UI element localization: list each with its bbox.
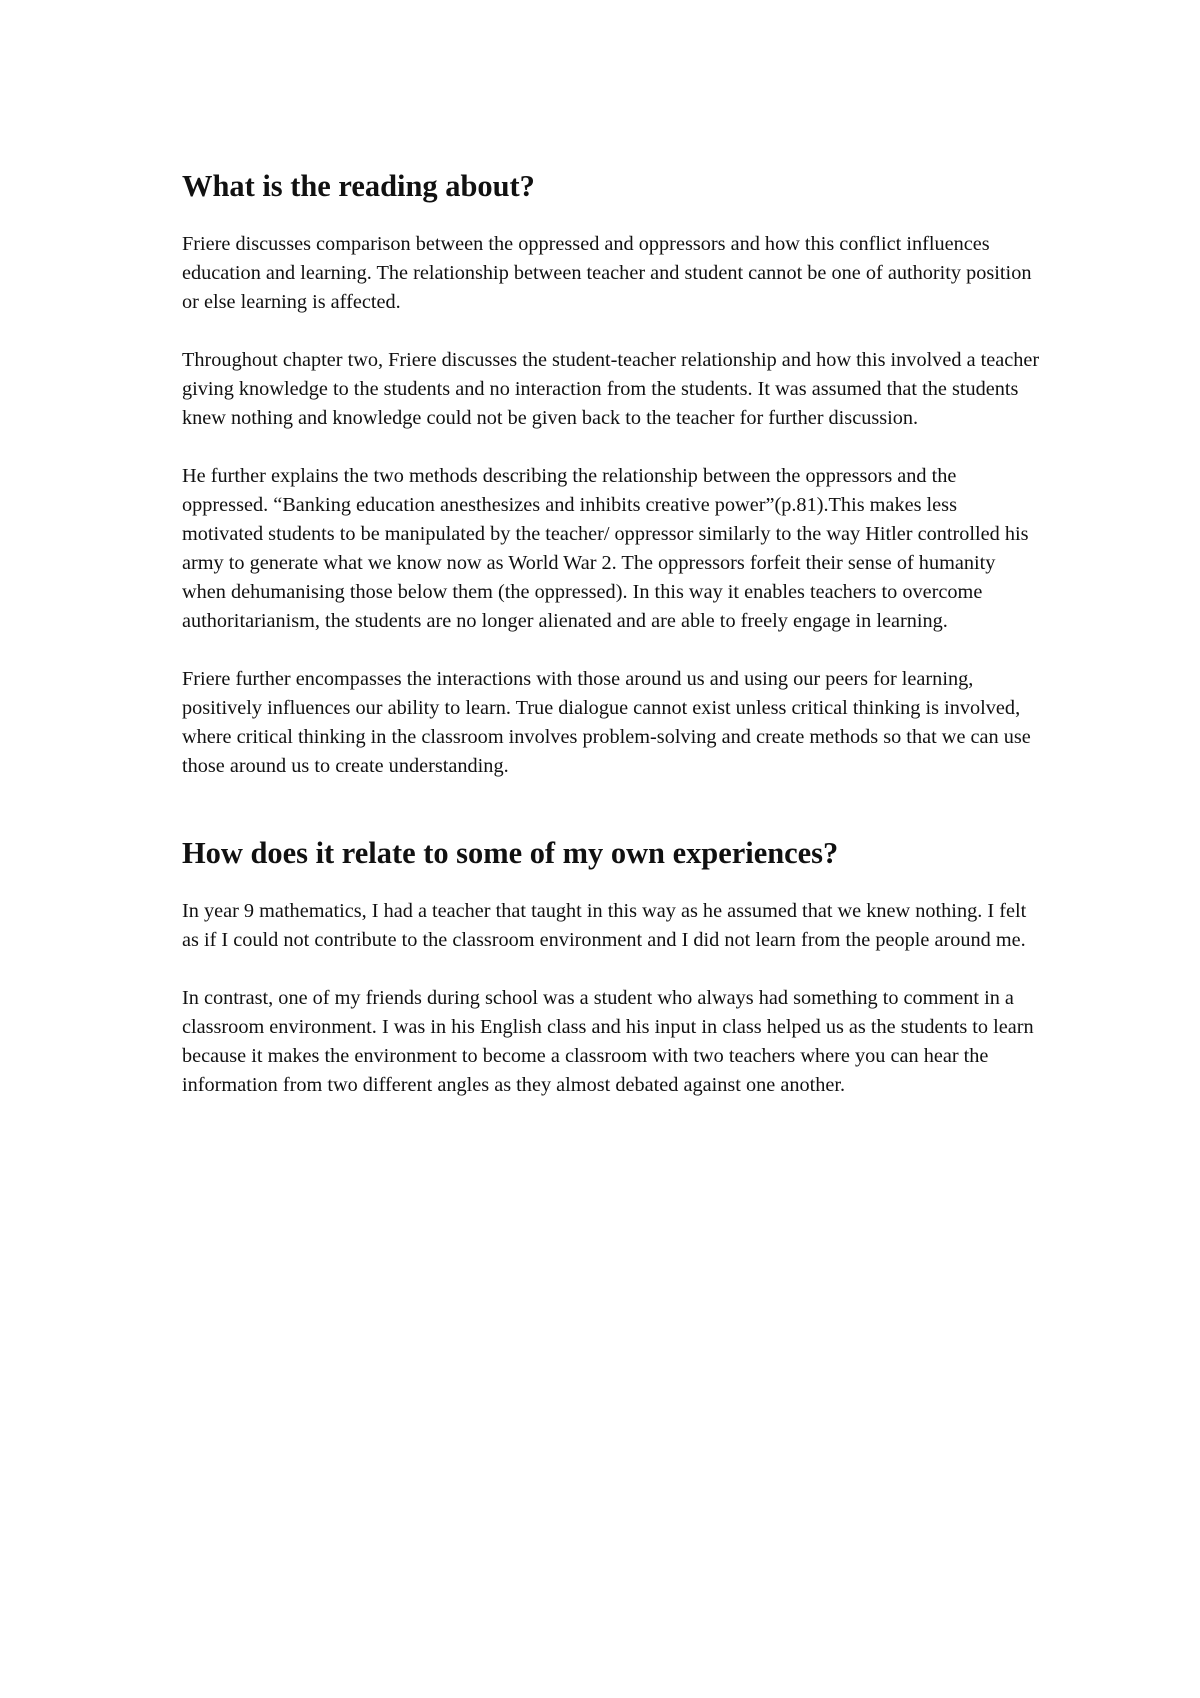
paragraph: Friere further encompasses the interactions with those around us and using our peers for learning, positively influences our ability to learn. True dialogue cannot exist unless critical thinking is involved, where critical thinking in the classroom involves problem-solving and create methods so that we can use those around us to create understanding. bbox=[182, 668, 1031, 777]
section-heading-own-experiences: How does it relate to some of my own experiences? bbox=[182, 836, 839, 870]
paragraph: Throughout chapter two, Friere discusses the student-teacher relationship and how this involved a teacher giving knowledge to the students and no interaction from the students. It was assumed that the students knew nothing and knowledge could not be given back to the teacher for further discussion. bbox=[182, 349, 1040, 429]
paragraph: In year 9 mathematics, I had a teacher that taught in this way as he assumed that we knew nothing. I felt as if I could not contribute to the classroom environment and I did not learn from the people around me. bbox=[182, 900, 1027, 951]
paragraph: In contrast, one of my friends during school was a student who always had something to comment in a classroom environment. I was in his English class and his input in class helped us as the students to learn because it makes the environment to become a classroom with two teachers where you can hear the information from two different angles as they almost debated against one another. bbox=[182, 987, 1034, 1096]
paragraph: He further explains the two methods describing the relationship between the oppressors and the oppressed. “Banking education anesthesizes and inhibits creative power”(p.81).This makes less motivated students to be manipulated by the teacher/ oppressor similarly to the way Hitler controlled his army to generate what we know now as World War 2. The oppressors forfeit their sense of humanity when dehumanising those below them (the oppressed). In this way it enables teachers to overcome authoritarianism, the students are no longer alienated and are able to freely engage in learning. bbox=[182, 465, 1029, 632]
document-body bbox=[182, 169, 1042, 1129]
section-heading-reading-about: What is the reading about? bbox=[182, 169, 535, 203]
paragraph: Friere discusses comparison between the oppressed and oppressors and how this conflict influences education and learning. The relationship between teacher and student cannot be one of authority position or else learning is affected. bbox=[182, 233, 1032, 313]
